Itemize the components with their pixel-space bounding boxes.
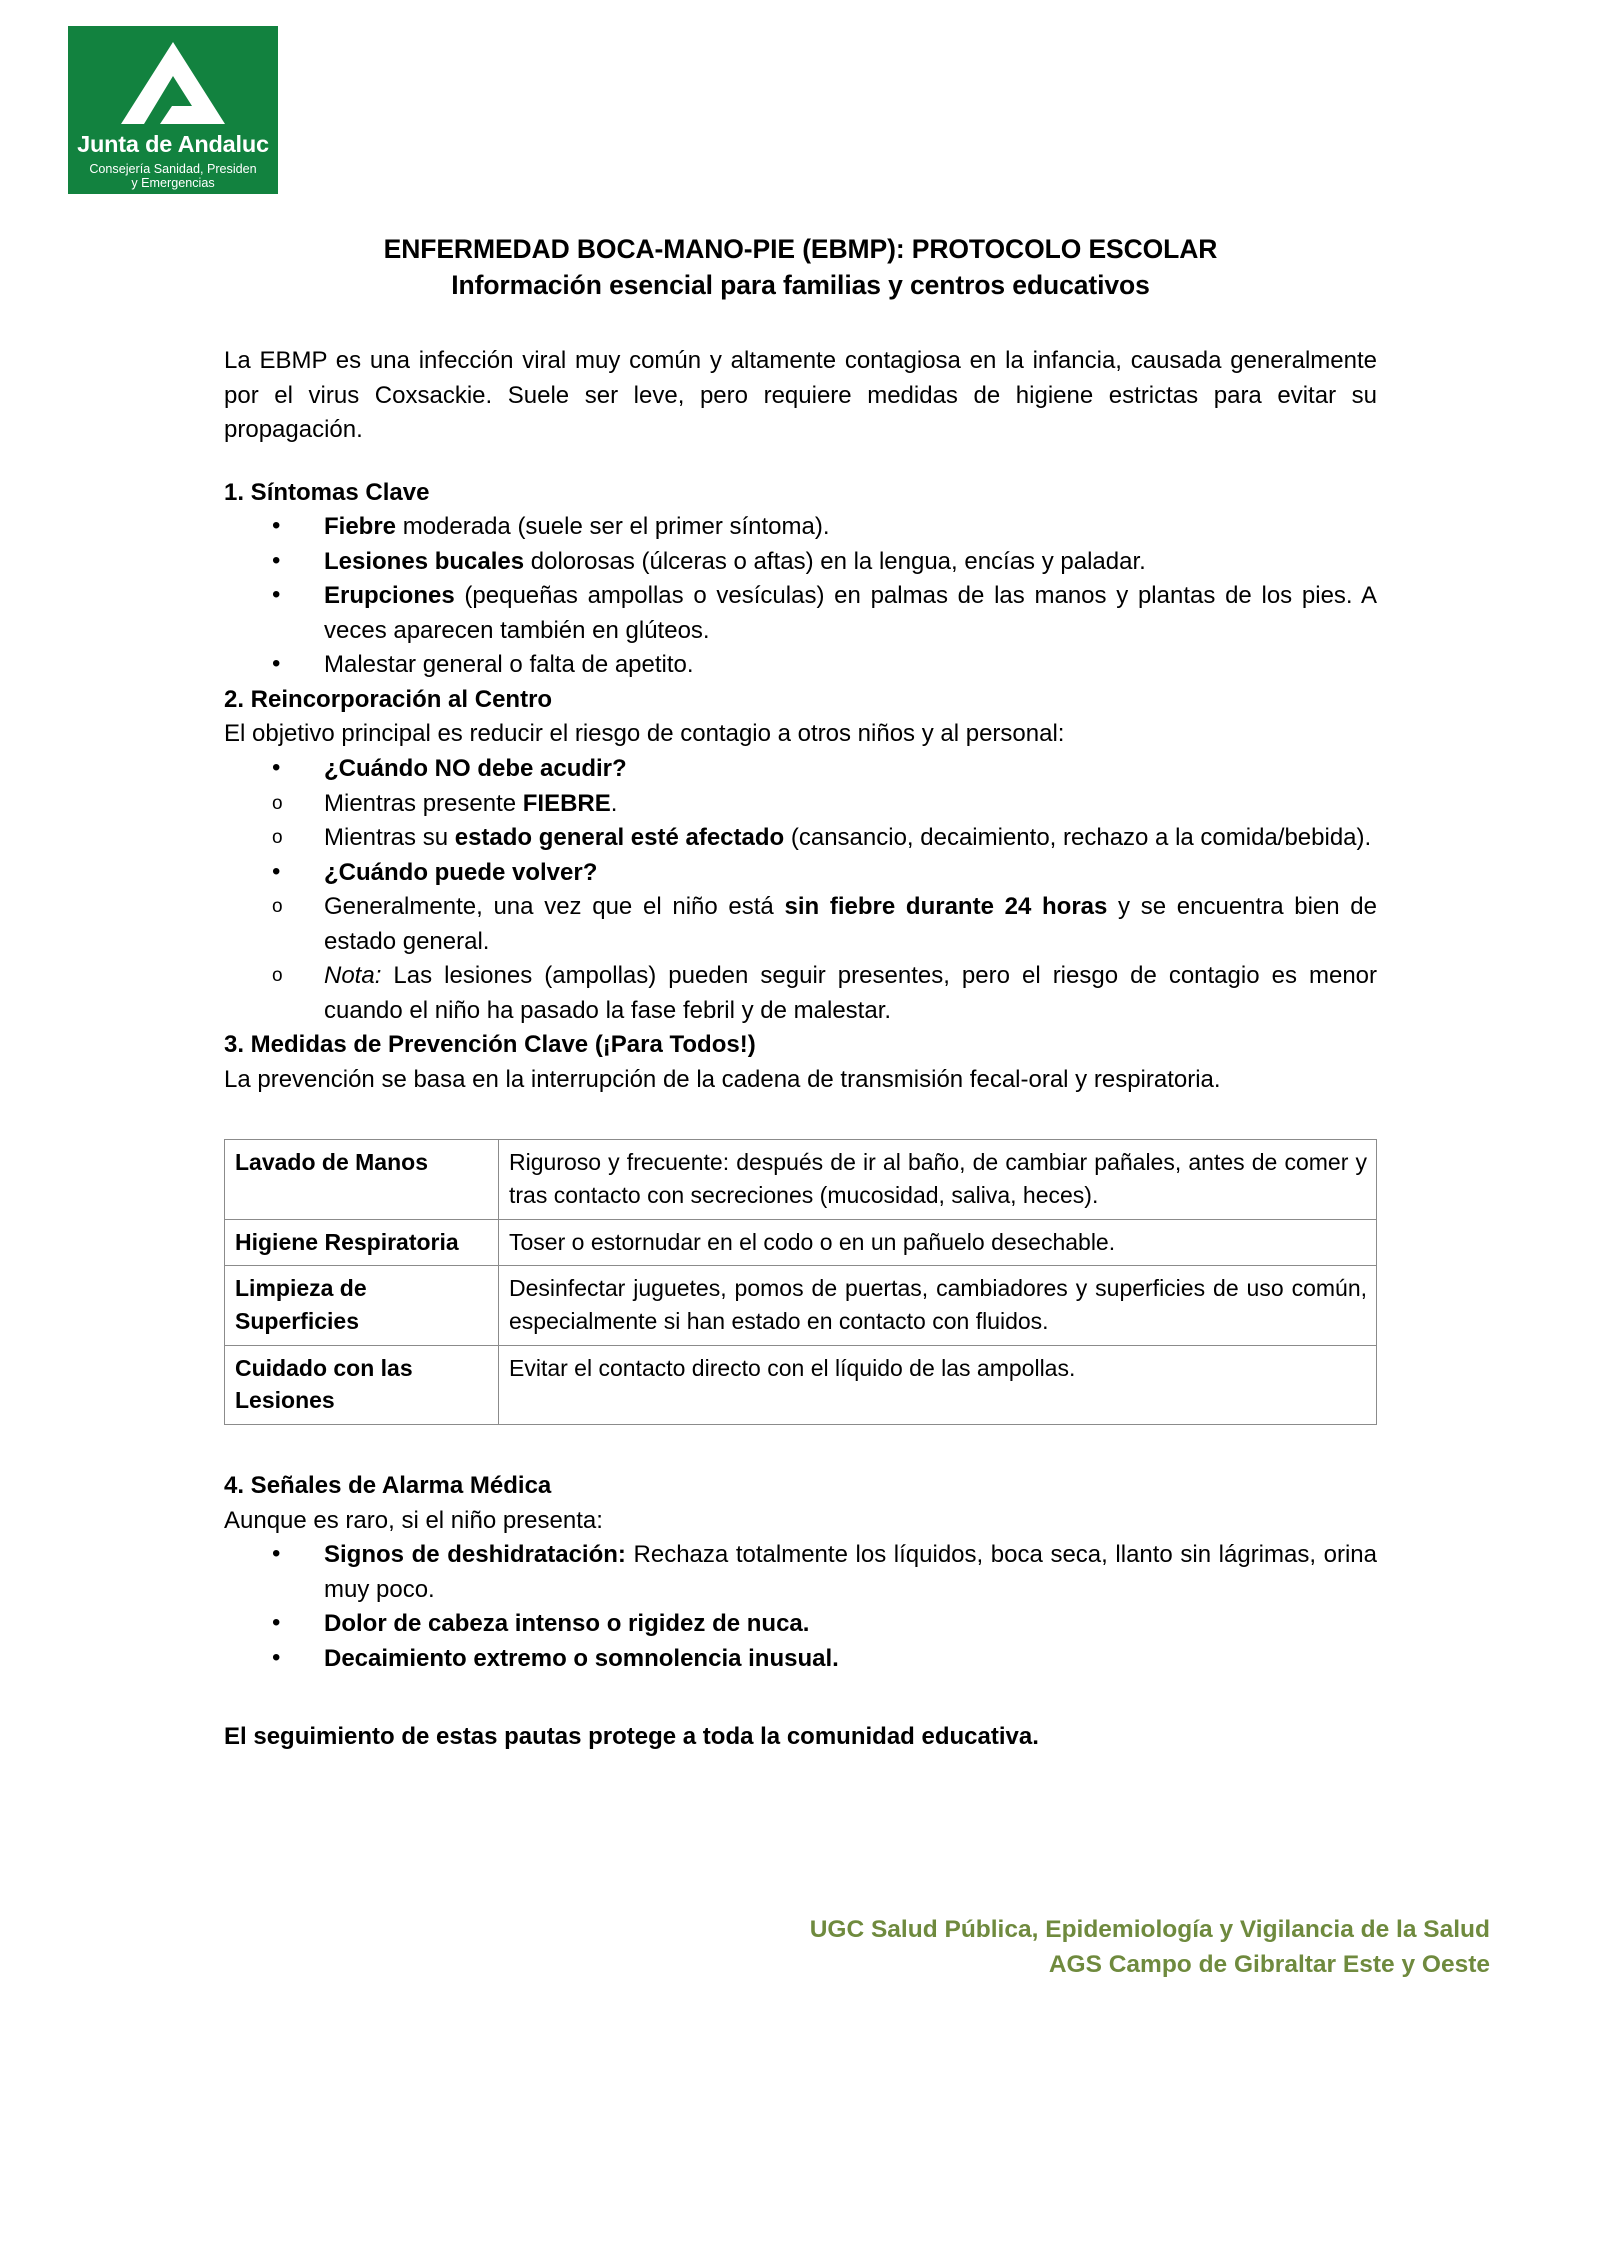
table-cell-measure: Limpieza de Superficies (225, 1266, 499, 1345)
list-item (224, 1538, 1377, 1607)
list-item-text: Malestar general o falta de apetito. (324, 651, 694, 679)
list-item-italic: Nota: (324, 962, 382, 990)
table-cell-measure: Cuidado con las Lesiones (225, 1345, 499, 1424)
section-1-list (224, 510, 1377, 683)
footer-line-1: UGC Salud Pública, Epidemiología y Vigilancia de la Salud (809, 1916, 1490, 1943)
table-cell-measure: Lavado de Manos (225, 1140, 499, 1219)
section-2-heading: 2. Reincorporación al Centro (224, 685, 553, 713)
closing-statement: El seguimiento de estas pautas protege a toda la comunidad educativa. (224, 1723, 1039, 1751)
list-item (224, 1642, 1377, 1677)
document-footer (224, 1913, 1490, 1983)
list-item-text-post: . (610, 789, 618, 817)
list-item-bold: Signos de deshidratación: (324, 1541, 626, 1569)
intro-paragraph: La EBMP es una infección viral muy común y altamente contagiosa en la infancia, causada generalmente por el virus Coxsackie. Suele ser leve, pero requiere medidas de higiene estrictas para evitar su propagación. (224, 347, 1377, 444)
section-2-group-2-sublist (224, 890, 1377, 1028)
list-item-bold: Decaimiento extremo o somnolencia inusual. (324, 1644, 839, 1672)
table-cell-detail: Evitar el contacto directo con el líquido de las ampollas. (499, 1345, 1377, 1424)
table-cell-detail: Desinfectar juguetes, pomos de puertas, cambiadores y superficies de uso común, especialmente si han estado en contacto con fluidos. (499, 1266, 1377, 1345)
list-item-text: Mientras presente (324, 789, 523, 817)
list-item-text-post: y se encuentra bien de estado general. (324, 893, 1377, 955)
list-item (224, 752, 1377, 787)
section-2-group-2 (224, 856, 1377, 891)
list-item-text-post: (cansancio, decaimiento, rechazo a la comida/bebida). (784, 824, 1372, 852)
section-4-list (224, 1538, 1377, 1676)
list-item-bold: FIEBRE (522, 789, 611, 817)
list-item-bold: ¿Cuándo NO debe acudir? (324, 755, 627, 783)
list-item (224, 787, 1377, 822)
list-item-bold: Erupciones (324, 582, 455, 610)
table-row (225, 1266, 1377, 1345)
prevention-measures-table-wrapper (224, 1139, 1377, 1425)
list-item-bold: estado general esté afectado (454, 824, 785, 852)
list-item (224, 890, 1377, 959)
list-item-bold: Dolor de cabeza intenso o rigidez de nuca. (324, 1610, 810, 1638)
junta-de-andalucia-logo (68, 26, 278, 194)
list-item-text: Generalmente, una vez que el niño está (324, 893, 785, 921)
section-2-lead: El objetivo principal es reducir el riesgo de contagio a otros niños y al personal: (224, 720, 1065, 748)
section-3-lead: La prevención se basa en la interrupción de la cadena de transmisión fecal-oral y respiratoria. (224, 1065, 1221, 1093)
list-item (224, 856, 1377, 891)
section-4-heading: 4. Señales de Alarma Médica (224, 1472, 552, 1500)
section-2-group-1-sublist (224, 787, 1377, 856)
spacer (224, 448, 1377, 476)
page-title: ENFERMEDAD BOCA-MANO-PIE (EBMP): PROTOCOLO ESCOLAR (383, 234, 1218, 264)
logo-title: Junta de Andaluc (77, 131, 269, 157)
table-cell-detail: Toser o estornudar en el codo o en un pañuelo desechable. (499, 1219, 1377, 1266)
list-item-text: Las lesiones (ampollas) pueden seguir presentes, pero el riesgo de contagio es menor cuando el niño ha pasado la fase febril y de malestar. (324, 962, 1377, 1024)
section-4-lead: Aunque es raro, si el niño presenta: (224, 1506, 603, 1534)
table-row (225, 1140, 1377, 1219)
table-cell-detail: Riguroso y frecuente: después de ir al baño, de cambiar pañales, antes de comer y tras contacto con secreciones (mucosidad, saliva, heces). (499, 1140, 1377, 1219)
footer-line-2: AGS Campo de Gibraltar Este y Oeste (1048, 1950, 1490, 1978)
section-3-heading: 3. Medidas de Prevención Clave (¡Para Todos!) (224, 1031, 756, 1059)
document-body (224, 232, 1377, 1779)
list-item-text: dolorosas (úlceras o aftas) en la lengua, encías y paladar. (524, 547, 1146, 575)
list-item (224, 959, 1377, 1028)
prevention-measures-table (224, 1139, 1377, 1425)
list-item-bold: Fiebre (324, 513, 397, 541)
list-item-bold: sin fiebre durante 24 horas (784, 893, 1108, 921)
list-item (224, 510, 1377, 545)
list-item-text: Rechaza totalmente los líquidos, boca seca, llanto sin lágrimas, orina muy poco. (324, 1541, 1377, 1603)
list-item-text: moderada (suele ser el primer síntoma). (396, 513, 830, 541)
logo-subtitle-line-1: Consejería Sanidad, Presiden (89, 161, 257, 176)
table-row (225, 1219, 1377, 1266)
list-item (224, 821, 1377, 856)
list-item (224, 648, 1377, 683)
section-2-group-1 (224, 752, 1377, 787)
andalucia-arch-icon (114, 40, 232, 126)
page-subtitle: Información esencial para familias y centros educativos (451, 269, 1150, 300)
section-1-heading: 1. Síntomas Clave (224, 478, 430, 506)
list-item-bold: Lesiones bucales (324, 547, 525, 575)
list-item-text: (pequeñas ampollas o vesículas) en palmas de las manos y plantas de los pies. A veces aparecen también en glúteos. (324, 582, 1377, 644)
table-row (225, 1345, 1377, 1424)
list-item (224, 1607, 1377, 1642)
logo-subtitle-line-2: y Emergencias (131, 176, 215, 191)
list-item-bold: ¿Cuándo puede volver? (324, 858, 598, 886)
table-cell-measure: Higiene Respiratoria (225, 1219, 499, 1266)
list-item-text: Mientras su (324, 824, 455, 852)
list-item (224, 545, 1377, 580)
list-item (224, 579, 1377, 648)
